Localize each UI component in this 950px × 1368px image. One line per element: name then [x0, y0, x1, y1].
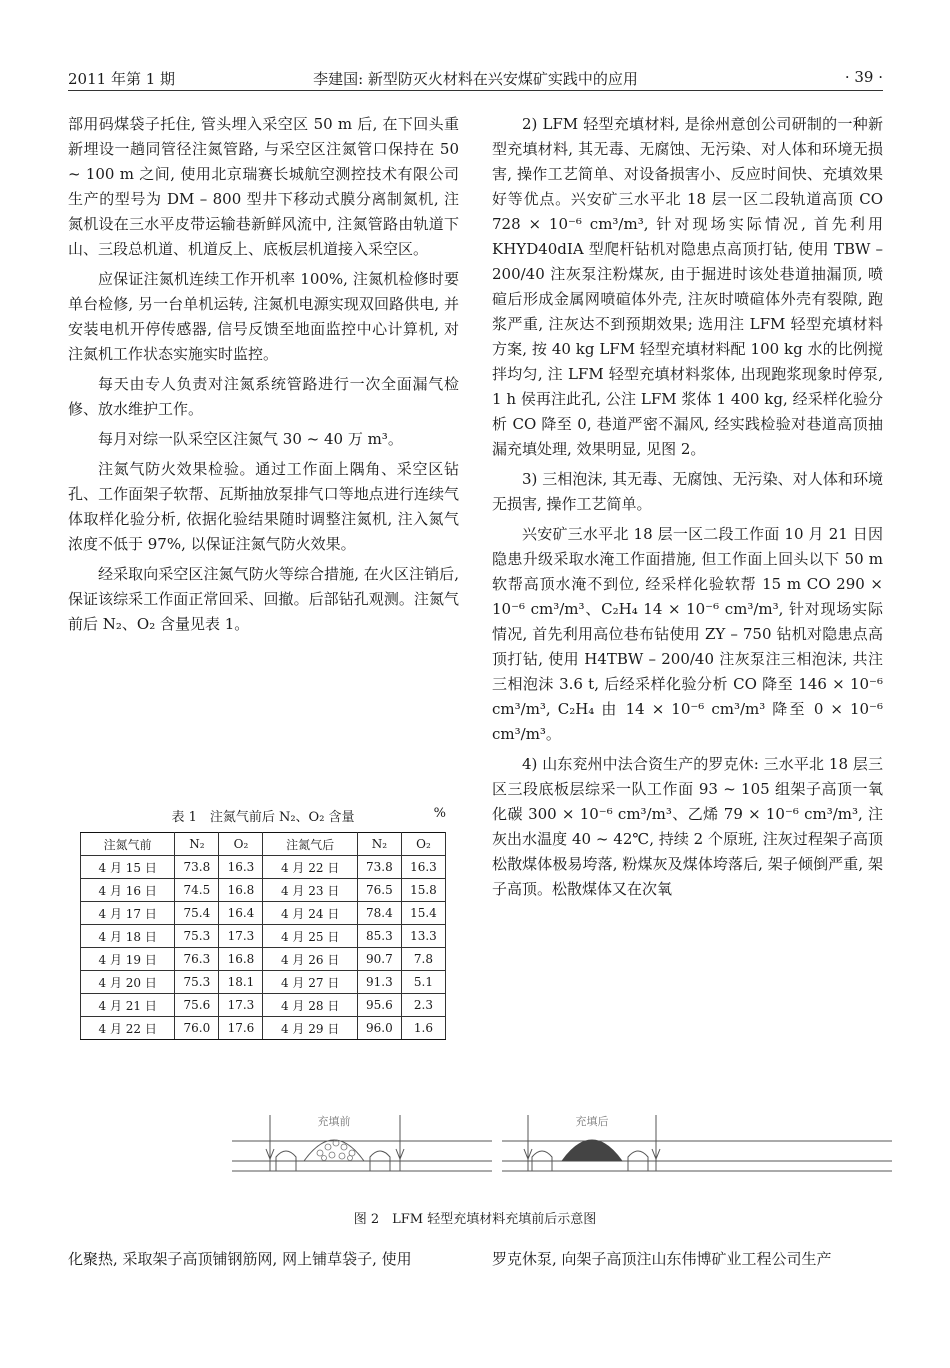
table-cell: 78.4	[357, 902, 401, 925]
table-cell: 4 月 24 日	[263, 902, 357, 925]
table-cell: 16.3	[219, 856, 263, 879]
left-column-paragraph: 每月对综一队采空区注氮气 30 ~ 40 万 m³。	[98, 430, 403, 448]
table-cell: 96.0	[357, 1017, 401, 1040]
left-column	[68, 112, 459, 642]
bottom-left-text: 化聚热, 采取架子高顶铺钢筋网, 网上铺草袋子, 使用	[68, 1250, 412, 1268]
table-header-cell: 注氮气后	[263, 833, 357, 856]
right-column-paragraph: 4) 山东兖州中法合资生产的罗克休: 三水平北 18 层三区三段底板层综采一队工作面 93 ~ 105 组架子高顶一氧化碳 300 × 10⁻⁶ cm³/m³、乙烯 79 × 10⁻⁶ cm³/m³, 注灰出水温度 40 ~ 42℃, 持续 2 个原班, 注灰过程架子高顶松散煤体极易垮落, 粉煤灰及煤体垮落后, 架子倾倒严重, 架子高顶。松散煤体又在次氧	[492, 755, 883, 898]
table-header-cell: O₂	[401, 833, 445, 856]
table-cell: 76.5	[357, 879, 401, 902]
table-title: 表 1 注氮气前后 N₂、O₂ 含量	[171, 810, 355, 825]
table-cell: 4 月 25 日	[263, 925, 357, 948]
table-cell: 1.6	[401, 1017, 445, 1040]
table-cell: 16.8	[219, 879, 263, 902]
table-body	[81, 856, 446, 1040]
left-column-paragraph: 经采取向采空区注氮气防火等综合措施, 在火区注销后, 保证该综采工作面正常回采、回撤。后部钻孔观测。注氮气前后 N₂、O₂ 含量见表 1。	[68, 565, 459, 633]
table-cell: 4 月 15 日	[81, 856, 175, 879]
table-cell: 4 月 28 日	[263, 994, 357, 1017]
table-cell: 4 月 23 日	[263, 879, 357, 902]
page-number: · 39 ·	[844, 68, 883, 86]
table-cell: 4 月 19 日	[81, 948, 175, 971]
table-header-cell: N₂	[175, 833, 219, 856]
table-caption	[80, 806, 446, 826]
gas-content-table	[80, 832, 446, 1040]
table-header-cell: O₂	[219, 833, 263, 856]
cavity-outline	[304, 1140, 364, 1161]
table-row	[81, 948, 446, 971]
table-cell: 17.6	[219, 1017, 263, 1040]
figure-caption: 图 2 LFM 轻型充填材料充填前后示意图	[353, 1212, 597, 1227]
table-cell: 4 月 22 日	[263, 856, 357, 879]
table-row	[81, 994, 446, 1017]
table-cell: 4 月 16 日	[81, 879, 175, 902]
left-column-paragraph: 部用码煤袋子托住, 管头埋入采空区 50 m 后, 在下回头重新埋设一趟同管径注氮管路, 与采空区注氮管口保持在 50 ~ 100 m 之间, 使用北京瑞赛长城航空测控技术有限公司生产的型号为 DM – 800 型井下移动式膜分离制氮机, 注氮机设在三水平皮带运输巷新鲜风流中, 注氮管路由轨道下山、三段总机道、机道反上、底板层机道接入采空区。	[68, 115, 459, 258]
filled-cavity	[562, 1140, 622, 1161]
left-column-paragraph: 注氮气防火效果检验。通过工作面上隅角、采空区钻孔、工作面架子软帮、瓦斯抽放泵排气口等地点进行连续气体取样化验分析, 依据化验结果随时调整注氮机, 注入氮气浓度不低于 97%, 以保证注氮气防火效果。	[68, 460, 459, 553]
table-cell: 75.6	[175, 994, 219, 1017]
table-header-row	[81, 833, 446, 856]
table-cell: 95.6	[357, 994, 401, 1017]
table-cell: 4 月 18 日	[81, 925, 175, 948]
label-before: 充填前	[317, 1115, 351, 1128]
table-cell: 18.1	[219, 971, 263, 994]
table-cell: 15.8	[401, 879, 445, 902]
bottom-right-text: 罗克休泵, 向架子高顶注山东伟博矿业工程公司生产	[492, 1250, 832, 1268]
table-row	[81, 902, 446, 925]
after-panel	[502, 1114, 892, 1171]
table-cell: 75.3	[175, 925, 219, 948]
left-column-paragraph: 应保证注氮机连续工作开机率 100%, 注氮机检修时要单台检修, 另一台单机运转, 注氮机电源实现双回路供电, 并安装电机开停传感器, 信号反馈至地面监控中心计算机, 对注氮机工作状态实施实时监控。	[68, 270, 459, 363]
table-cell: 76.3	[175, 948, 219, 971]
issue-label: 2011 年第 1 期	[68, 70, 176, 88]
table-cell: 85.3	[357, 925, 401, 948]
table-cell: 75.4	[175, 902, 219, 925]
table-header-cell: N₂	[357, 833, 401, 856]
table-row	[81, 856, 446, 879]
table-cell: 74.5	[175, 879, 219, 902]
table-cell: 4 月 22 日	[81, 1017, 175, 1040]
table-cell: 73.8	[175, 856, 219, 879]
table-cell: 91.3	[357, 971, 401, 994]
table-row	[81, 1017, 446, 1040]
table-cell: 17.3	[219, 994, 263, 1017]
table-header-cell: 注氮气前	[81, 833, 175, 856]
right-column	[492, 112, 883, 907]
right-column-paragraph: 兴安矿三水平北 18 层一区二段工作面 10 月 21 日因隐患升级采取水淹工作面措施, 但工作面上回头以下 50 m 软帮高顶水淹不到位, 经采样化验软帮 15 m CO 290 × 10⁻⁶ cm³/m³、C₂H₄ 14 × 10⁻⁶ cm³/m³, 针对现场实际情况, 首先利用高位巷布钻使用 ZY – 750 钻机对隐患点高顶打钻, 使用 H4TBW – 200/40 注灰泵注三相泡沫, 共注三相泡沫 3.6 t, 后经采样化验分析 CO 降至 146 × 10⁻⁶ cm³/m³, C₂H₄ 由 14 × 10⁻⁶ cm³/m³ 降至 0 × 10⁻⁶ cm³/m³。	[492, 525, 883, 743]
running-header	[68, 68, 883, 91]
left-column-paragraph: 每天由专人负责对注氮系统管路进行一次全面漏气检修、放水维护工作。	[68, 375, 459, 418]
table-row	[81, 971, 446, 994]
table-cell: 15.4	[401, 902, 445, 925]
table-cell: 73.8	[357, 856, 401, 879]
table-cell: 4 月 20 日	[81, 971, 175, 994]
table-cell: 17.3	[219, 925, 263, 948]
fill-schematic	[232, 1105, 892, 1205]
table-row	[81, 879, 446, 902]
table-cell: 13.3	[401, 925, 445, 948]
table-cell: 2.3	[401, 994, 445, 1017]
table-cell: 4 月 27 日	[263, 971, 357, 994]
table-cell: 4 月 21 日	[81, 994, 175, 1017]
table-cell: 90.7	[357, 948, 401, 971]
table-cell: 16.8	[219, 948, 263, 971]
table-cell: 4 月 26 日	[263, 948, 357, 971]
table-unit: %	[433, 806, 446, 821]
table-cell: 76.0	[175, 1017, 219, 1040]
table-cell: 16.3	[401, 856, 445, 879]
article-running-title: 李建国: 新型防灭火材料在兴安煤矿实践中的应用	[313, 70, 638, 88]
table-cell: 7.8	[401, 948, 445, 971]
table-row	[81, 925, 446, 948]
before-panel	[232, 1114, 492, 1171]
table-cell: 16.4	[219, 902, 263, 925]
label-after: 充填后	[575, 1115, 609, 1128]
right-column-paragraph: 3) 三相泡沫, 其无毒、无腐蚀、无污染、对人体和环境无损害, 操作工艺简单。	[492, 470, 883, 513]
right-column-paragraph: 2) LFM 轻型充填材料, 是徐州意创公司研制的一种新型充填材料, 其无毒、无腐蚀、无污染、对人体和环境无损害, 操作工艺简单、对设备损害小、反应时间快、充填效果好等优点。兴安矿三水平北 18 层一区二段轨道高顶 CO 728 × 10⁻⁶ cm³/m³, 针对现场实际情况, 首先利用 KHYD40dIA 型爬杆钻机对隐患点高顶打钻, 使用 TBW – 200/40 注灰泵注粉煤灰, 由于掘进时该处巷道抽漏顶, 喷碹后形成金属网喷碹体外壳, 注灰时喷碹体外壳有裂隙, 跑浆严重, 注灰达不到预期效果; 选用注 LFM 轻型充填材料方案, 按 40 kg LFM 轻型充填材料配 100 kg 水的比例搅拌均匀, 注 LFM 轻型充填材料浆体, 出现跑浆现象时停泵, 1 h 侯再注此孔, 公注 LFM 浆体 1 400 kg, 经采样化验分析 CO 降至 0, 巷道严密不漏风, 经实践检验对巷道高顶抽漏充填处理, 效果明显, 见图 2。	[492, 115, 883, 458]
table-cell: 75.3	[175, 971, 219, 994]
table-cell: 4 月 29 日	[263, 1017, 357, 1040]
table-cell: 4 月 17 日	[81, 902, 175, 925]
table-cell: 5.1	[401, 971, 445, 994]
